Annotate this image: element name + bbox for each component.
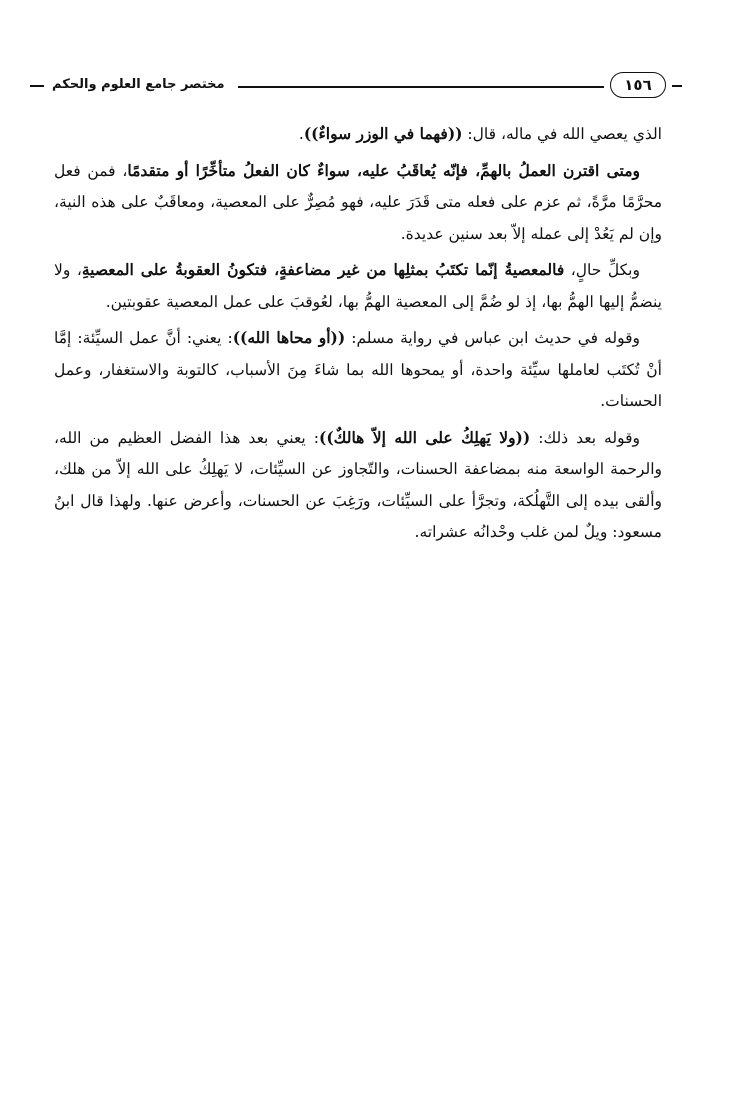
hadith-quote: ((أو محاها الله)) [232, 328, 346, 347]
paragraph-2: ومتى اقترن العملُ بالهمِّ، فإنّه يُعاقَبُ عليه، سواءٌ كان الفعلُ متأخِّرًا أو متقدمًا، فمن فعل محرَّمًا مرَّةً، ثم عزم على فعله متى قَدَرَ عليه، فهو مُصِرٌّ على المعصية، ومعاقَبٌ على هذه النية، وإن لم يَعُدْ إلى عمله إلاّ بعد سنين عديدة. [54, 160, 662, 243]
paragraph-1: الذي يعصي الله في ماله، قال: ((فهما في الوزر سواءٌ)). [298, 124, 662, 143]
paragraph-5: وقوله بعد ذلك: ((ولا يَهلِكُ على الله إلاّ هالكٌ)): يعني بعد هذا الفضل العظيم من الله، والرحمة الواسعة منه بمضاعفة الحسنات، والتّجاوز عن السيِّئات، لا يَهلِكُ على الله إلاّ من هلك، وألقى بيده إلى التَّهلُكة، وتجرَّأ على السيِّئات، ورَغِبَ عن الحسنات، وأعرض عنها. ولهذا قال ابنُ مسعود: ويلٌ لمن غلب وحْدانُه عشراته. [54, 427, 662, 541]
paragraph-3: وبكلِّ حالٍ، فالمعصيةُ إنّما تكتَبُ بمثلِها من غير مضاعفةٍ، فتكونُ العقوبةُ على المعصيةِ، ولا ينضمُّ إليها الهمُّ بها، إذ لو ضُمَّ إلى المعصية الهمُّ بها، لعُوقبَ على عمل المعصية عقوبتين. [54, 260, 662, 311]
page-number: ١٥٦ [610, 72, 666, 98]
emphasis-text: ومتى اقترن العملُ بالهمِّ، فإنّه يُعاقَبُ عليه، سواءٌ كان الفعلُ متأخِّرًا أو متقدمًا [127, 160, 640, 180]
header-rule [238, 86, 604, 88]
paragraph-4: وقوله في حديث ابن عباس في رواية مسلم: ((أو محاها الله)): يعني: أنَّ عمل السيِّئة: إمَّا أنْ تُكتَب لعاملها سيِّئة واحدة، أو يمحوها الله بما شاءَ مِنَ الأسباب، كالتوبة والاستغفار، وعمل الحسنات. [54, 328, 662, 410]
page-header [30, 68, 702, 104]
header-dash-right [672, 85, 682, 87]
book-title: مختصر جامع العلوم والحكم [52, 77, 225, 92]
hadith-quote: ((ولا يَهلِكُ على الله إلاّ هالكٌ)) [318, 427, 531, 447]
emphasis-text: فالمعصيةُ إنّما تكتَبُ بمثلِها من غير مضاعفةٍ، فتكونُ العقوبةُ على المعصيةِ [81, 260, 565, 279]
header-dash-left [30, 85, 44, 87]
body-text [54, 118, 662, 553]
hadith-quote: ((فهما في الوزر سواءٌ)) [303, 124, 463, 143]
